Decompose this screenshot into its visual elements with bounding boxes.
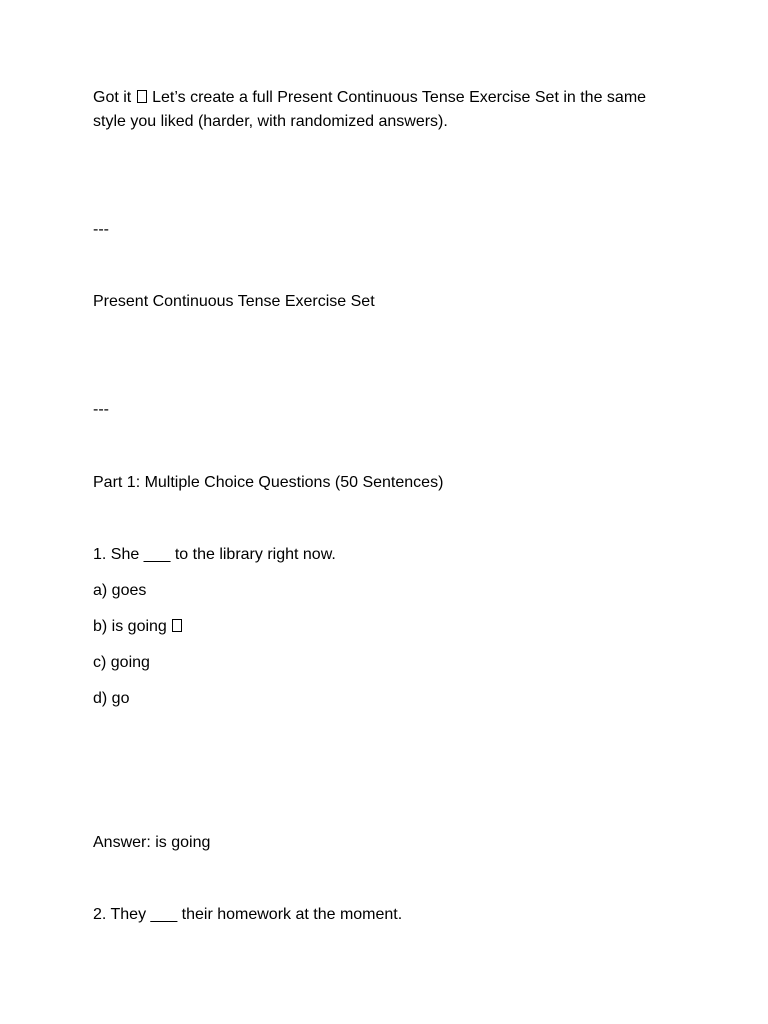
separator-1: --- xyxy=(93,221,109,238)
intro-text-start: Got it xyxy=(93,89,136,106)
part1-heading: Part 1: Multiple Choice Questions (50 Sentences) xyxy=(93,474,444,491)
question-2-prompt: 2. They ___ their homework at the moment. xyxy=(93,906,403,923)
missing-glyph-icon xyxy=(172,619,182,632)
missing-glyph-icon xyxy=(137,90,147,103)
question-1-option-b xyxy=(93,615,183,639)
intro-paragraph xyxy=(93,86,683,134)
exercise-title: Present Continuous Tense Exercise Set xyxy=(93,293,375,310)
separator-2: --- xyxy=(93,401,109,418)
question-1-option-c: c) going xyxy=(93,654,150,671)
question-1-prompt: 1. She ___ to the library right now. xyxy=(93,546,336,563)
question-1-answer: Answer: is going xyxy=(93,834,211,851)
question-1-option-d: d) go xyxy=(93,690,130,707)
intro-text-end: Let’s create a full Present Continuous Tense Exercise Set in the same style you liked (harder, with randomized answers). xyxy=(93,89,647,130)
question-1-option-b-text: b) is going xyxy=(93,618,172,635)
question-1-option-a: a) goes xyxy=(93,582,147,599)
